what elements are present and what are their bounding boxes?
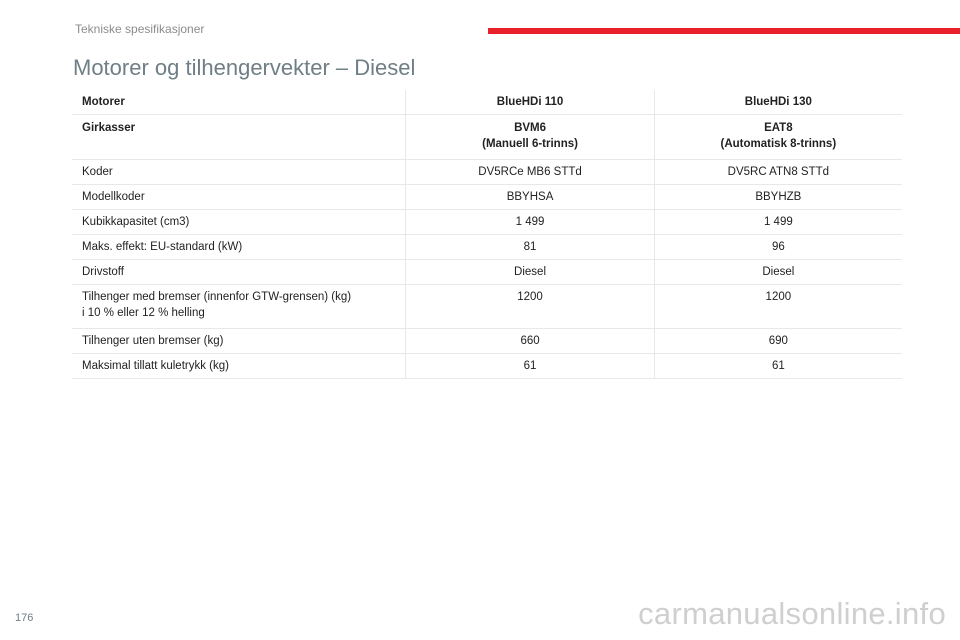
row-label-line: Kubikkapasitet (cm3) — [82, 216, 190, 228]
gearbox-label: Girkasser — [72, 115, 406, 160]
row-value: BBYHZB — [654, 185, 902, 210]
row-label — [72, 185, 406, 210]
table-row — [72, 235, 902, 260]
row-value: Diesel — [654, 260, 902, 285]
engine-spec-table — [72, 90, 902, 379]
row-label — [72, 329, 406, 354]
row-label — [72, 354, 406, 379]
section-label: Tekniske spesifikasjoner — [75, 22, 205, 36]
header-accent-bar — [488, 28, 960, 34]
column-header-bluehdi-110: BlueHDi 110 — [406, 90, 654, 115]
row-value: 690 — [654, 329, 902, 354]
column-header-bluehdi-130: BlueHDi 130 — [654, 90, 902, 115]
gearbox-value-110 — [406, 115, 654, 160]
row-label-line: Maksimal tillatt kuletrykk (kg) — [82, 360, 229, 372]
spec-rows — [72, 160, 902, 379]
row-value: 81 — [406, 235, 654, 260]
table-header-row — [72, 90, 902, 115]
row-value: 1200 — [654, 285, 902, 329]
row-value: 61 — [406, 354, 654, 379]
row-label — [72, 160, 406, 185]
table-row — [72, 210, 902, 235]
row-value: 1 499 — [654, 210, 902, 235]
gearbox-value-130 — [654, 115, 902, 160]
table-row — [72, 354, 902, 379]
gearbox-description: (Manuell 6-trinns) — [482, 138, 578, 150]
row-label-line: Tilhenger uten bremser (kg) — [82, 335, 224, 347]
gearbox-description: (Automatisk 8-trinns) — [720, 138, 837, 150]
row-value: DV5RCe MB6 STTd — [406, 160, 654, 185]
column-header-engines: Motorer — [72, 90, 406, 115]
table-row — [72, 260, 902, 285]
row-value: Diesel — [406, 260, 654, 285]
row-label-line: Koder — [82, 166, 113, 178]
row-label — [72, 235, 406, 260]
gearbox-code: EAT8 — [764, 122, 793, 134]
row-label — [72, 285, 406, 329]
page-number: 176 — [15, 612, 34, 624]
row-label — [72, 210, 406, 235]
row-value: 61 — [654, 354, 902, 379]
table-row — [72, 329, 902, 354]
row-label — [72, 260, 406, 285]
row-label-line: Tilhenger med bremser (innenfor GTW-grensen) (kg) — [82, 291, 352, 303]
table-row — [72, 185, 902, 210]
row-value: 96 — [654, 235, 902, 260]
gearbox-code: BVM6 — [514, 122, 547, 134]
row-value: BBYHSA — [406, 185, 654, 210]
row-value: DV5RC ATN8 STTd — [654, 160, 902, 185]
table-row — [72, 160, 902, 185]
row-label-line: Modellkoder — [82, 191, 145, 203]
row-label-line: Maks. effekt: EU-standard (kW) — [82, 241, 243, 253]
table-row — [72, 285, 902, 329]
row-value: 1200 — [406, 285, 654, 329]
row-label-line: Drivstoff — [82, 266, 124, 278]
gearbox-row — [72, 115, 902, 160]
watermark: carmanualsonline.info — [638, 596, 946, 631]
row-value: 660 — [406, 329, 654, 354]
row-value: 1 499 — [406, 210, 654, 235]
row-label-line: i 10 % eller 12 % helling — [82, 307, 205, 319]
page-title: Motorer og tilhengervekter – Diesel — [73, 55, 416, 80]
